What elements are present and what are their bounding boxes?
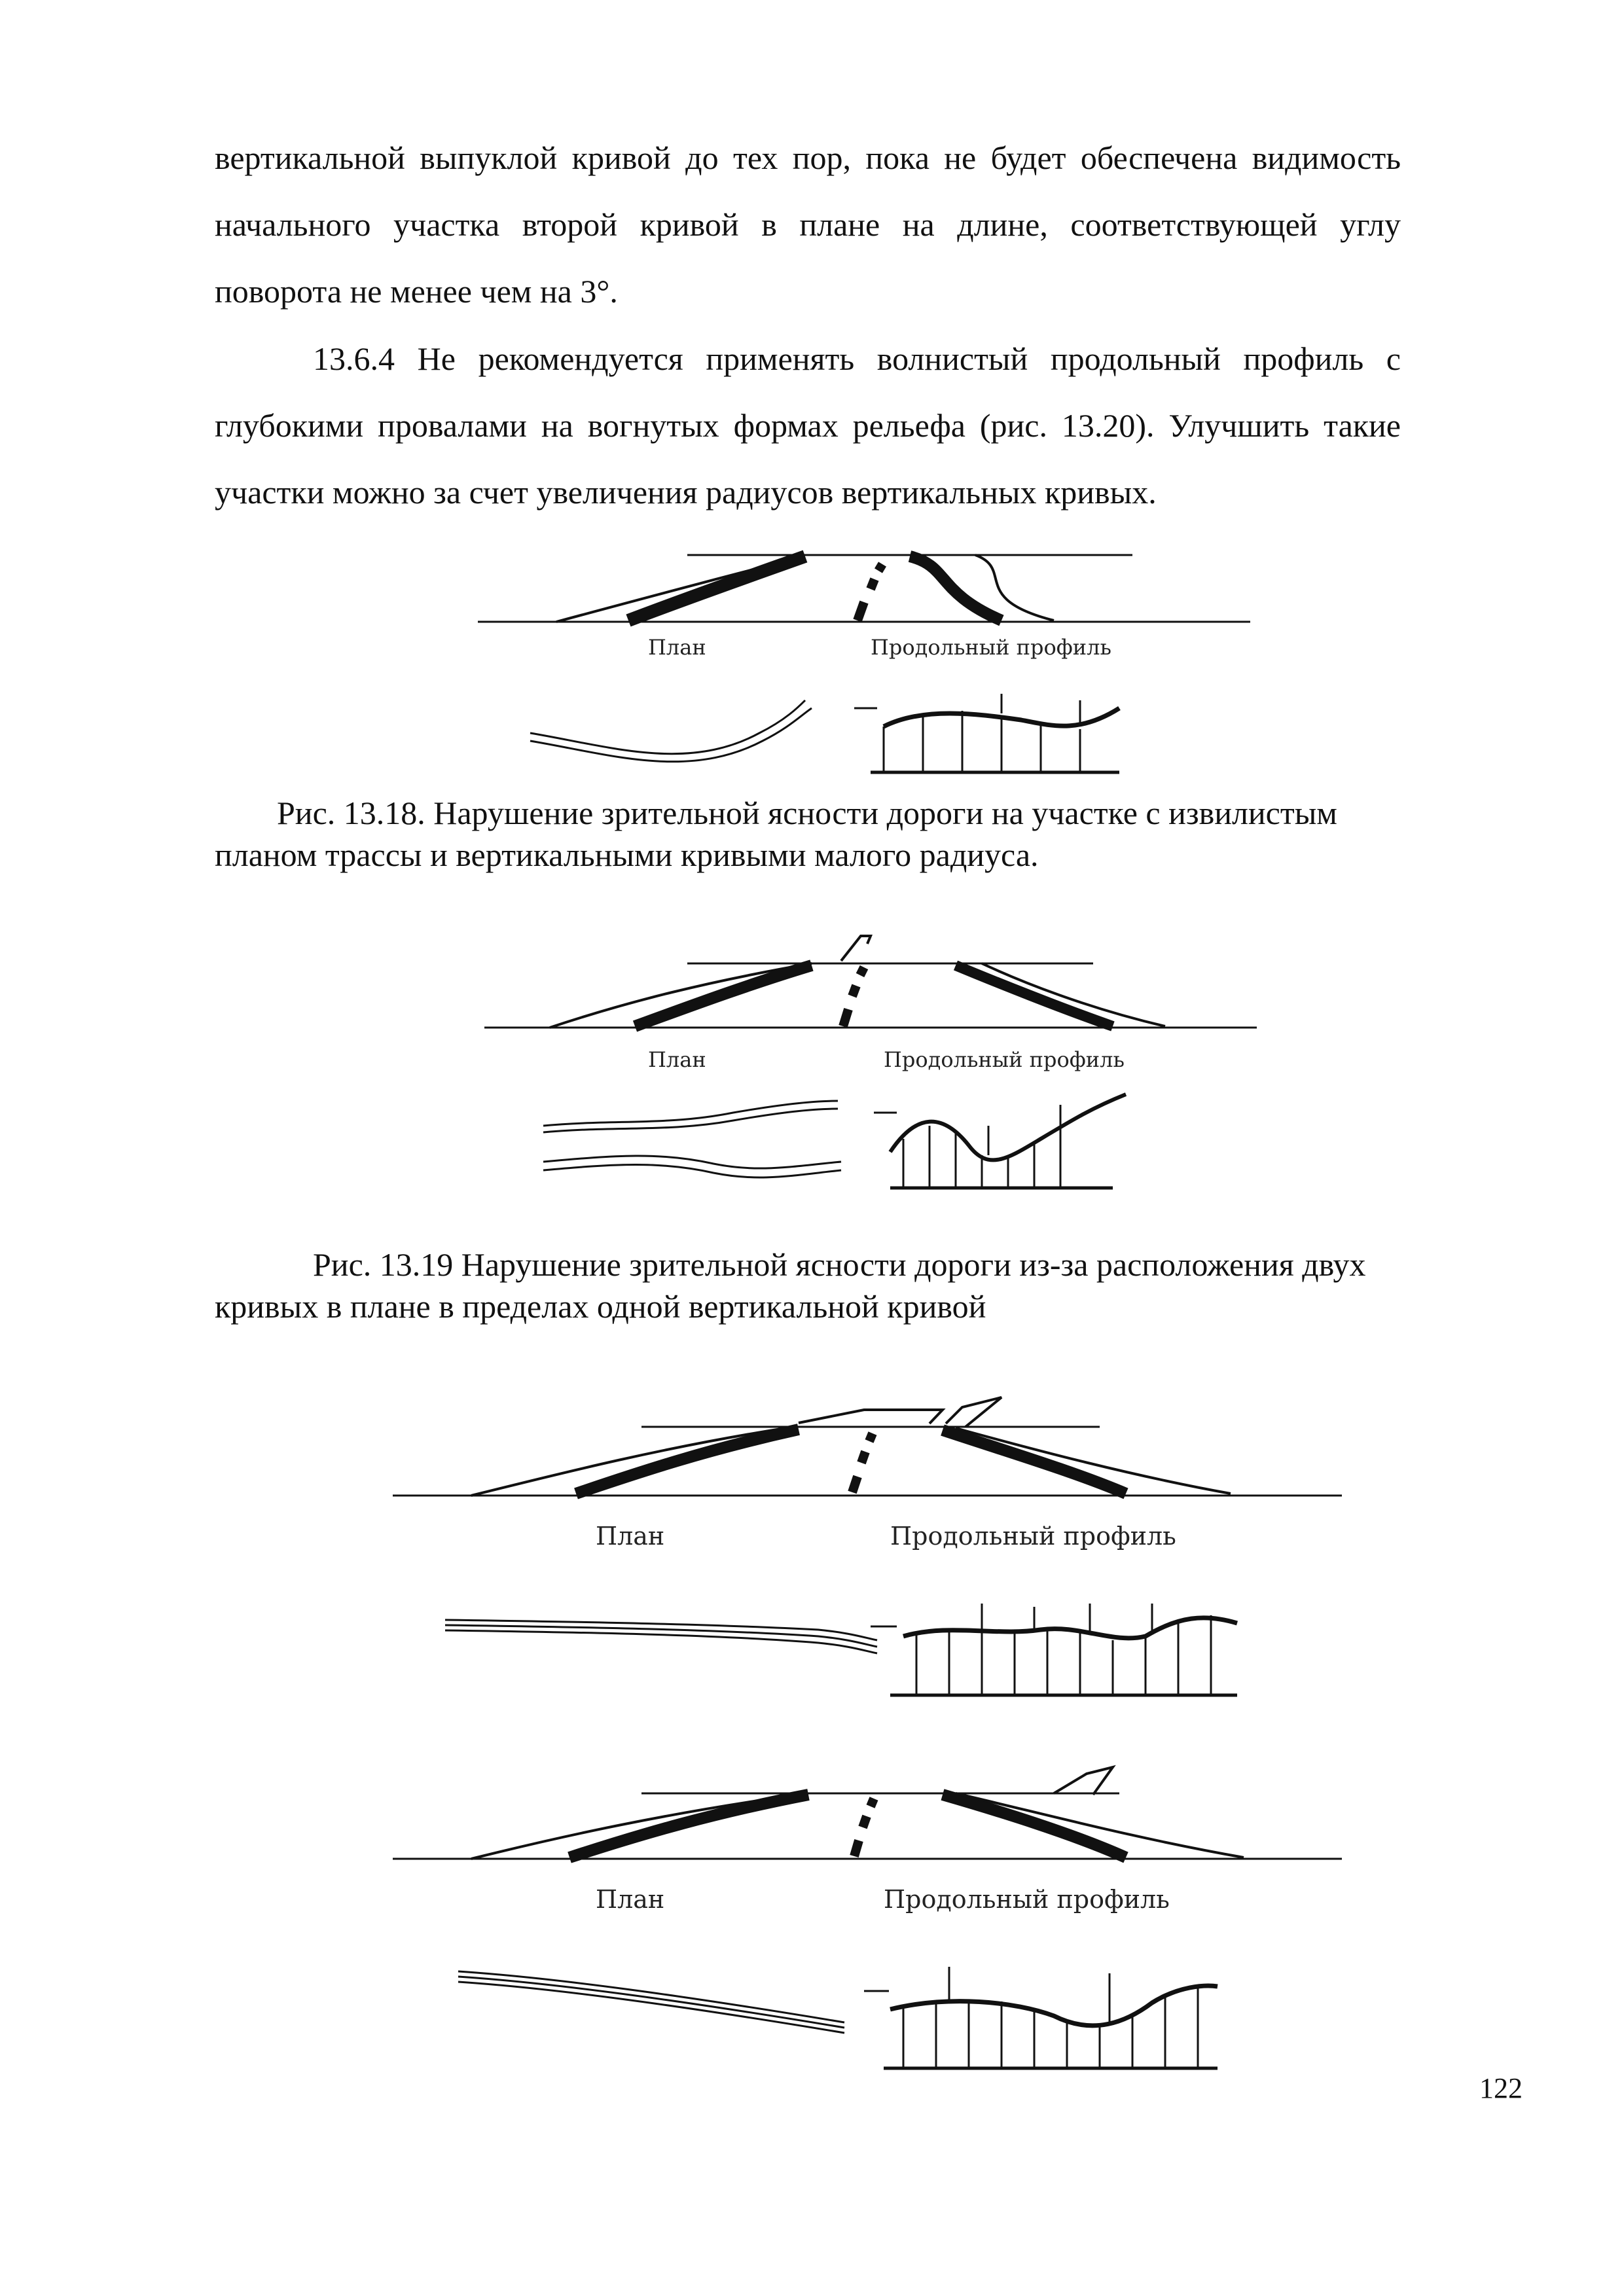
caption-line: планом трассы и вертикальными кривыми малого радиуса. [215, 836, 1039, 873]
plan-drawing [530, 700, 812, 762]
plan-drawing [543, 1101, 841, 1177]
paragraph-line: поворота не менее чем на 3°. [215, 273, 618, 310]
plan-label: План [648, 1047, 706, 1072]
plan-label: План [596, 1522, 665, 1551]
profile-drawing [854, 694, 1119, 772]
perspective-view [478, 555, 1250, 622]
plan-label: План [648, 635, 706, 660]
figure-13-19-caption [215, 1244, 1413, 1327]
page-number: 122 [1479, 2072, 1523, 2104]
profile-label: Продольный профиль [884, 1047, 1125, 1072]
profile-drawing [874, 1094, 1126, 1188]
profile-label: Продольный профиль [871, 635, 1111, 660]
plan-label: План [596, 1885, 665, 1914]
paragraph-line: 13.6.4 Не рекомендуется применять волнистый продольный профиль с [313, 340, 1401, 377]
paragraph-line: глубокими провалами на вогнутых формах рельефа (рис. 13.20). Улучшить такие [215, 407, 1401, 444]
paragraph-top [215, 124, 1401, 325]
plan-drawing [458, 1971, 844, 2033]
perspective-view [484, 936, 1257, 1028]
profile-label: Продольный профиль [884, 1885, 1170, 1914]
perspective-view [393, 1397, 1342, 1496]
paragraph-13-6-4 [215, 325, 1401, 526]
caption-line: Рис. 13.19 Нарушение зрительной ясности дороги из-за расположения двух [313, 1246, 1366, 1283]
plan-drawing [445, 1620, 877, 1653]
paragraph-line: вертикальной выпуклой кривой до тех пор, пока не будет обеспечена видимость [215, 139, 1401, 176]
caption-line: Рис. 13.18. Нарушение зрительной ясности дороги на участке с извилистым [277, 795, 1337, 831]
profile-drawing [871, 1604, 1237, 1695]
caption-line: кривых в плане в пределах одной вертикальной кривой [215, 1288, 986, 1325]
figure-13-19 [484, 929, 1270, 1204]
figure-13-18 [478, 537, 1263, 785]
figure-13-18-caption [215, 792, 1413, 876]
profile-label: Продольный профиль [890, 1522, 1176, 1551]
perspective-view [393, 1767, 1342, 1859]
figure-13-20-lower [393, 1748, 1362, 2088]
profile-drawing [864, 1967, 1218, 2068]
paragraph-line: начального участка второй кривой в плане на длине, соответствующей углу [215, 206, 1401, 243]
figure-13-20-upper [393, 1388, 1362, 1715]
paragraph-line: участки можно за счет увеличения радиусов вертикальных кривых. [215, 474, 1157, 511]
